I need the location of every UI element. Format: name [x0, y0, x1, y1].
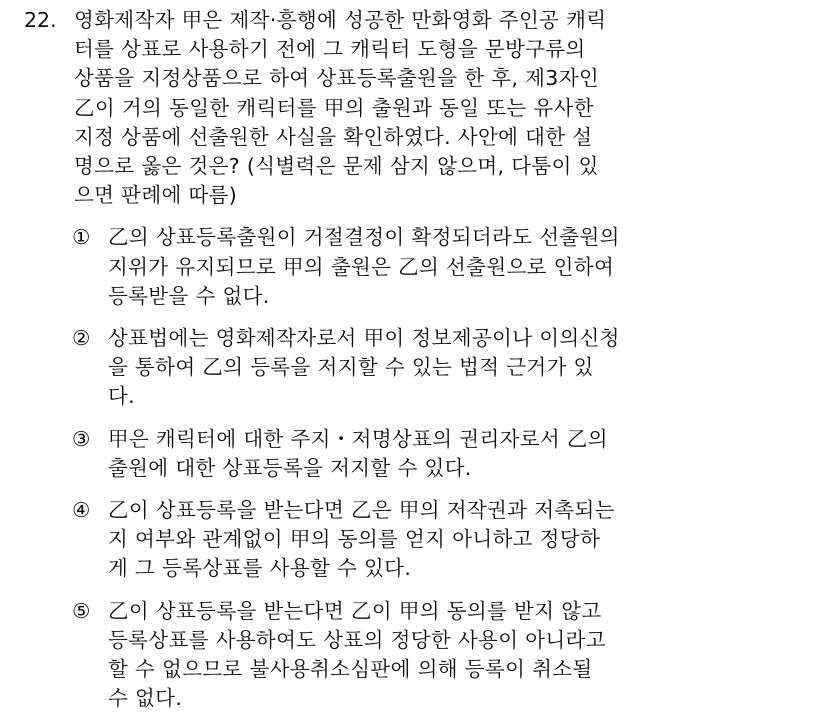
choice-3[interactable]	[72, 425, 814, 483]
stem-line: 상품을 지정상품으로 하여 상표등록출원을 한 후, 제3자인	[74, 66, 599, 91]
choice-line: 乙이 상표등록을 받는다면 乙이 甲의 동의를 받지 않고	[108, 598, 602, 623]
stem-line: 乙이 거의 동일한 캐릭터를 甲의 출원과 동일 또는 유사한	[74, 95, 594, 120]
choice-text	[108, 425, 814, 483]
choice-line: 다.	[108, 384, 136, 409]
choice-line: 乙의 상표등록출원이 거절결정이 확정되더라도 선출원의	[108, 225, 620, 250]
choice-marker: ②	[72, 326, 91, 351]
question-block	[24, 6, 814, 726]
question-header	[24, 6, 814, 210]
choice-line: 게 그 등록상표를 사용할 수 있다.	[108, 556, 412, 581]
stem-line: 명으로 옳은 것은? (식별력은 문제 삼지 않으며, 다툼이 있	[74, 154, 599, 179]
choice-marker: ①	[72, 225, 91, 250]
choice-text	[108, 496, 814, 584]
choice-line: 등록상표를 사용하여도 상표의 정당한 사용이 아니라고	[108, 627, 606, 652]
choice-text	[108, 223, 814, 311]
choice-text	[108, 597, 814, 714]
choice-marker: ④	[72, 498, 91, 523]
choice-4[interactable]	[72, 496, 814, 584]
stem-line: 으면 판례에 따름)	[74, 183, 238, 208]
stem-line: 영화제작자 甲은 제작·흥행에 성공한 만화영화 주인공 캐릭	[74, 8, 607, 32]
choice-line: 지 여부와 관계없이 甲의 동의를 얻지 아니하고 정당하	[108, 527, 601, 552]
choice-line: 상표법에는 영화제작자로서 甲이 정보제공이나 이의신청	[108, 326, 620, 351]
choice-line: 乙이 상표등록을 받는다면 乙은 甲의 저작권과 저촉되는	[108, 498, 615, 523]
choice-line: 할 수 없으므로 불사용취소심판에 의해 등록이 취소될	[108, 657, 593, 682]
choice-list	[24, 223, 814, 713]
choice-line: 등록받을 수 없다.	[108, 283, 270, 308]
choice-5[interactable]	[72, 597, 814, 714]
stem-line: 터를 상표로 사용하기 전에 그 캐릭터 도형을 문방구류의	[74, 37, 586, 62]
choice-line: 지위가 유지되므로 甲의 출원은 乙의 선출원으로 인하여	[108, 254, 615, 279]
choice-line: 을 통하여 乙의 등록을 저지할 수 있는 법적 근거가 있	[108, 355, 594, 380]
choice-marker: ⑤	[72, 598, 91, 623]
question-stem	[74, 6, 814, 210]
choice-1[interactable]	[72, 223, 814, 311]
choice-text	[108, 324, 814, 412]
question-number: 22.	[24, 8, 57, 32]
choice-marker: ③	[72, 426, 91, 451]
choice-line: 수 없다.	[108, 686, 183, 711]
stem-line: 지정 상품에 선출원한 사실을 확인하였다. 사안에 대한 설	[74, 124, 593, 149]
choice-line: 출원에 대한 상표등록을 저지할 수 있다.	[108, 455, 472, 480]
choice-line: 甲은 캐릭터에 대한 주지・저명상표의 권리자로서 乙의	[108, 426, 608, 451]
choice-2[interactable]	[72, 324, 814, 412]
